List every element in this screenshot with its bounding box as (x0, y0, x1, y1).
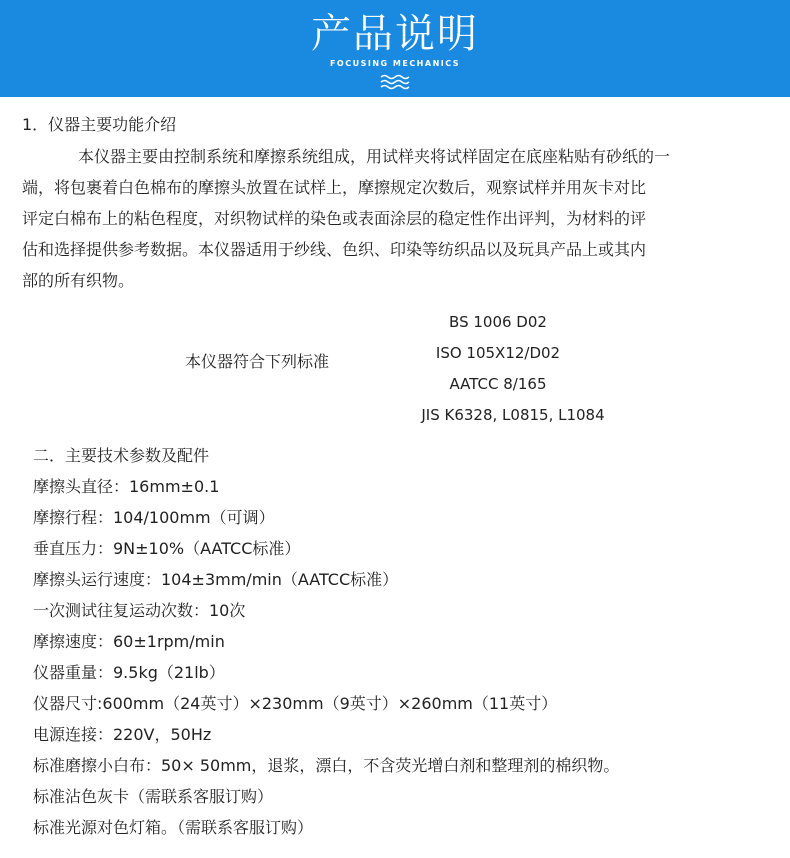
paragraph-line: 评定白棉布上的粘色程度，对织物试样的染色或表面涂层的稳定性作出评判，为材料的评 (22, 209, 647, 228)
spec-item: 电源连接：220V，50Hz (33, 725, 212, 744)
page-title: 产品说明 (311, 11, 479, 57)
standard-item: AATCC 8/165 (449, 375, 547, 393)
spec-item: 摩擦头直径：16mm±0.1 (33, 477, 220, 496)
spec-item: 摩擦头运行速度：104±3mm/min（AATCC标准） (33, 570, 399, 589)
page-subtitle: FOCUSING MECHANICS (329, 59, 461, 68)
section-heading-functions: 1．仪器主要功能介绍 (22, 115, 177, 134)
section-heading-specs: 二．主要技术参数及配件 (33, 446, 210, 465)
standard-item: ISO 105X12/D02 (435, 344, 561, 362)
paragraph-line: 端，将包裹着白色棉布的摩擦头放置在试样上，摩擦规定次数后，观察试样并用灰卡对比 (22, 178, 647, 197)
standards-label: 本仪器符合下列标准 (185, 352, 330, 371)
header-banner (0, 0, 790, 97)
paragraph-line: 部的所有织物。 (22, 271, 135, 290)
spec-item: 标准光源对色灯箱。（需联系客服订购） (33, 818, 314, 837)
spec-item: 摩擦速度：60±1rpm/min (33, 632, 225, 651)
spec-item: 仪器尺寸:600mm（24英寸）×230mm（9英寸）×260mm（11英寸） (33, 694, 558, 713)
standard-item: JIS K6328, L0815, L1084 (421, 406, 605, 424)
spec-item: 标准磨擦小白布：50× 50mm，退浆，漂白，不含荧光增白剂和整理剂的棉织物。 (33, 756, 620, 775)
paragraph-line: 估和选择提供参考数据。本仪器适用于纱线、色织、印染等纺织品以及玩具产品上或其内 (22, 240, 647, 259)
standard-item: BS 1006 D02 (449, 313, 547, 331)
spec-item: 一次测试往复运动次数：10次 (33, 601, 246, 620)
wave-icon (380, 74, 410, 90)
spec-item: 标准沾色灰卡（需联系客服订购） (33, 787, 274, 806)
spec-item: 摩擦行程：104/100mm（可调） (33, 508, 275, 527)
spec-item: 仪器重量：9.5kg（21lb） (33, 663, 225, 682)
paragraph-line: 本仪器主要由控制系统和摩擦系统组成，用试样夹将试样固定在底座粘贴有砂纸的一 (78, 147, 671, 166)
spec-item: 垂直压力：9N±10%（AATCC标准） (33, 539, 301, 558)
